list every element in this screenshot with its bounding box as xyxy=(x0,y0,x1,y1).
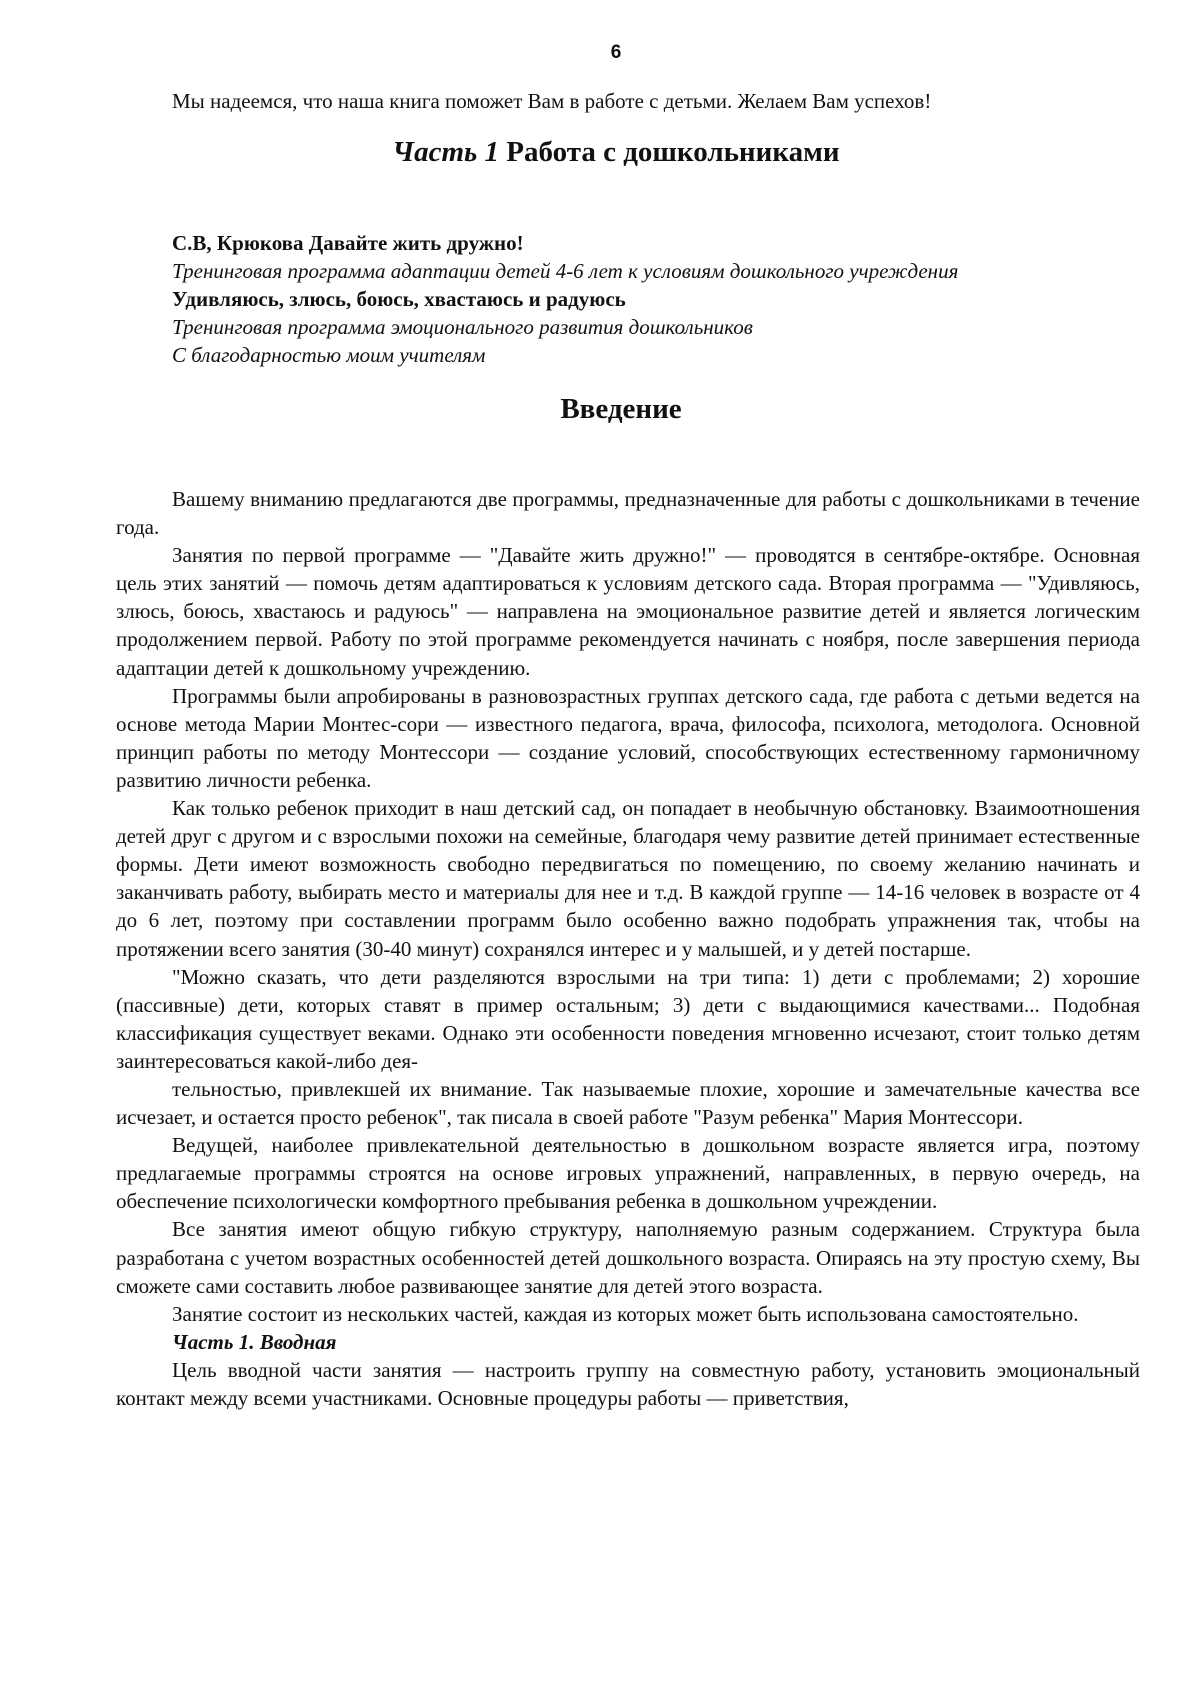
body-text xyxy=(116,485,1140,1412)
section-subheading: Часть 1. Вводная xyxy=(172,1329,337,1354)
paragraph: Занятие состоит из нескольких частей, каждая из которых может быть использована самостоятельно. xyxy=(172,1301,1079,1326)
paragraph: Программы были апробированы в разновозрастных группах детского сада, где работа с детьми ведется на основе метода Марии Монтес-сори — известного педагога, врача, философа, психолога, методолога. Основной принцип работы по методу Монтессори — создание условий, способствующих естественному гармоничному развитию личности ребенка. xyxy=(116,683,1140,792)
program2-subtitle: Тренинговая программа эмоционального развития дошкольников xyxy=(172,315,753,339)
part-title-label: Часть 1 xyxy=(392,136,500,168)
paragraph: Как только ребенок приходит в наш детский сад, он попадает в необычную обстановку. Взаимоотношения детей друг с другом и с взрослыми похожи на семейные, благодаря чему развитие детей принимает естественные формы. Дети имеют возможность свободно передвигаться по помещению, по своему желанию начинать и заканчивать работу, выбирать место и материалы для нее и т.д. В каждой группе — 14-16 человек в возрасте от 4 до 6 лет, поэтому при составлении программ было особенно важно подобрать упражнения так, чтобы на протяжении всего занятия (30-40 минут) сохранялся интерес и у малышей, и у детей постарше. xyxy=(116,796,1140,961)
program2-title: Удивляюсь, злюсь, боюсь, хвастаюсь и радуюсь xyxy=(172,287,626,311)
paragraph: Занятия по первой программе — "Давайте жить дружно!" — проводятся в сентябре-октябре. Основная цель этих занятий — помочь детям адаптироваться к условиям детского сада. Вторая программа — "Удивляюсь, злюсь, боюсь, хвастаюсь и радуюсь" — направлена на эмоциональное развитие детей и является логическим продолжением первой. Работу по этой программе рекомендуется начинать с ноября, после завершения периода адаптации детей к дошкольному учреждению. xyxy=(116,543,1140,680)
wish-line: Мы надеемся, что наша книга поможет Вам в работе с детьми. Желаем Вам успехов! xyxy=(172,89,932,113)
paragraph-continuation: тельностью, привлекшей их внимание. Так называемые плохие, хорошие и замечательные качества все исчезает, и остается просто ребенок", так писала в своей работе "Разум ребенка" Мария Монтессори. xyxy=(116,1076,1140,1130)
page-number: 6 xyxy=(610,42,622,63)
paragraph: Ведущей, наиболее привлекательной деятельностью в дошкольном возрасте является игра, поэтому предлагаемые программы строятся на основе игровых упражнений, направленных, в первую очередь, на обеспечение психологически комфортного пребывания ребенка в дошкольном учреждении. xyxy=(116,1133,1140,1214)
paragraph: "Можно сказать, что дети разделяются взрослыми на три типа: 1) дети с проблемами; 2) хорошие (пассивные) дети, которых ставят в пример остальным; 3) дети с выдающимися качествами... Подобная классификация существует веками. Однако эти особенности поведения мгновенно исчезают, стоит только детям заинтересоваться какой-либо дея- xyxy=(116,964,1140,1073)
dedication: С благодарностью моим учителям xyxy=(172,343,486,367)
paragraph: Все занятия имеют общую гибкую структуру, наполняемую разным содержанием. Структура была разработана с учетом возрастных особенностей детей дошкольного возраста. Опираясь на эту простую схему, Вы сможете сами составить любое развивающее занятие для детей этого возраста. xyxy=(116,1217,1140,1298)
intro-heading: Введение xyxy=(560,393,682,425)
program1-title: С.В, Крюкова Давайте жить дружно! xyxy=(172,231,524,255)
program1-subtitle: Тренинговая программа адаптации детей 4-6 лет к условиям дошкольного учреждения xyxy=(172,259,959,283)
program-list xyxy=(172,229,1152,369)
paragraph: Цель вводной части занятия — настроить группу на совместную работу, установить эмоциональный контакт между всеми участниками. Основные процедуры работы — приветствия, xyxy=(116,1357,1140,1410)
part-title xyxy=(0,136,1200,169)
paragraph: Вашему вниманию предлагаются две программы, предназначенные для работы с дошкольниками в течение года. xyxy=(116,487,1140,540)
part-title-text: Работа с дошкольниками xyxy=(506,136,840,168)
